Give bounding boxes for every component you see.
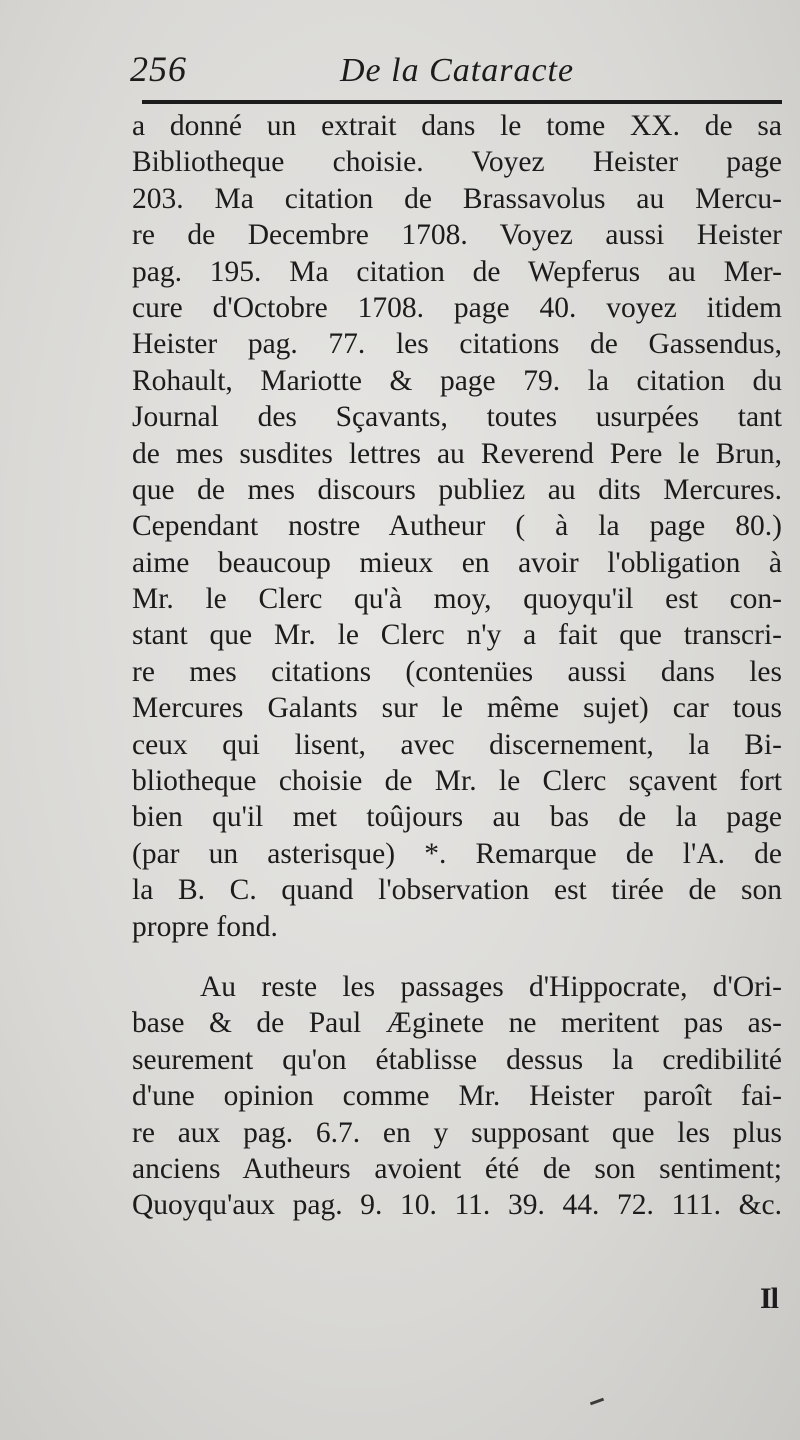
header-rule	[142, 100, 782, 104]
text-line: base & de Paul Æginete ne meritent pas as-	[132, 1007, 782, 1040]
text-line: seurement qu'on établisse dessus la credibilité	[132, 1043, 782, 1076]
text-line: pag. 195. Ma citation de Wepferus au Mer-	[132, 255, 782, 288]
paragraph-gap	[132, 945, 782, 969]
text-line: Mercures Galants sur le même sujet) car tous	[132, 692, 782, 725]
text-line: propre fond.	[132, 910, 278, 943]
text-line: de mes susdites lettres au Reverend Pere le Brun,	[132, 437, 782, 470]
text-line: re aux pag. 6.7. en y supposant que les plus	[132, 1116, 782, 1149]
text-line: 203. Ma citation de Brassavolus au Mercu-	[132, 182, 782, 215]
text-line: bliotheque choisie de Mr. le Clerc sçavent fort	[132, 765, 782, 798]
text-line: que de mes discours publiez au dits Mercures.	[132, 473, 782, 506]
text-line: anciens Autheurs avoient été de son sentiment;	[132, 1152, 782, 1185]
text-line: bien qu'il met toûjours au bas de la page	[132, 801, 782, 834]
text-line: la B. C. quand l'observation est tirée de son	[132, 874, 782, 907]
text-line: d'une opinion comme Mr. Heister paroît fai-	[132, 1080, 782, 1113]
text-line: cure d'Octobre 1708. page 40. voyez itidem	[132, 291, 782, 324]
text-line: Bibliotheque choisie. Voyez Heister page	[132, 146, 782, 179]
text-line: a donné un extrait dans le tome XX. de sa	[132, 110, 782, 142]
catchword: Il	[759, 1282, 778, 1315]
running-head: De la Cataracte	[340, 52, 575, 89]
text-line: Heister pag. 77. les citations de Gassendus,	[132, 328, 782, 361]
text-line: re de Decembre 1708. Voyez aussi Heister	[132, 219, 782, 252]
text-line: ceux qui lisent, avec discernement, la Bi-	[132, 728, 782, 761]
text-line: Au reste les passages d'Hippocrate, d'Ori-	[200, 970, 782, 1003]
text-line: Mr. le Clerc qu'à moy, quoyqu'il est con-	[132, 583, 782, 616]
text-line: (par un asterisque) *. Remarque de l'A. de	[132, 837, 782, 870]
page-header	[130, 48, 780, 100]
text-line: re mes citations (contenües aussi dans les	[132, 655, 782, 688]
text-line: Quoyqu'aux pag. 9. 10. 11. 39. 44. 72. 111. &c.	[132, 1189, 782, 1222]
page-number: 256	[130, 49, 187, 89]
text-line: Rohault, Mariotte & page 79. la citation du	[132, 364, 782, 397]
ink-fleck	[590, 1398, 604, 1406]
text-line: Cependant nostre Autheur ( à la page 80.)	[132, 510, 782, 543]
text-line: Journal des Sçavants, toutes usurpées tant	[132, 401, 782, 434]
text-line: stant que Mr. le Clerc n'y a fait que transcri-	[132, 619, 782, 652]
text-line: aime beaucoup mieux en avoir l'obligation à	[132, 546, 782, 579]
body-text	[132, 108, 782, 1224]
